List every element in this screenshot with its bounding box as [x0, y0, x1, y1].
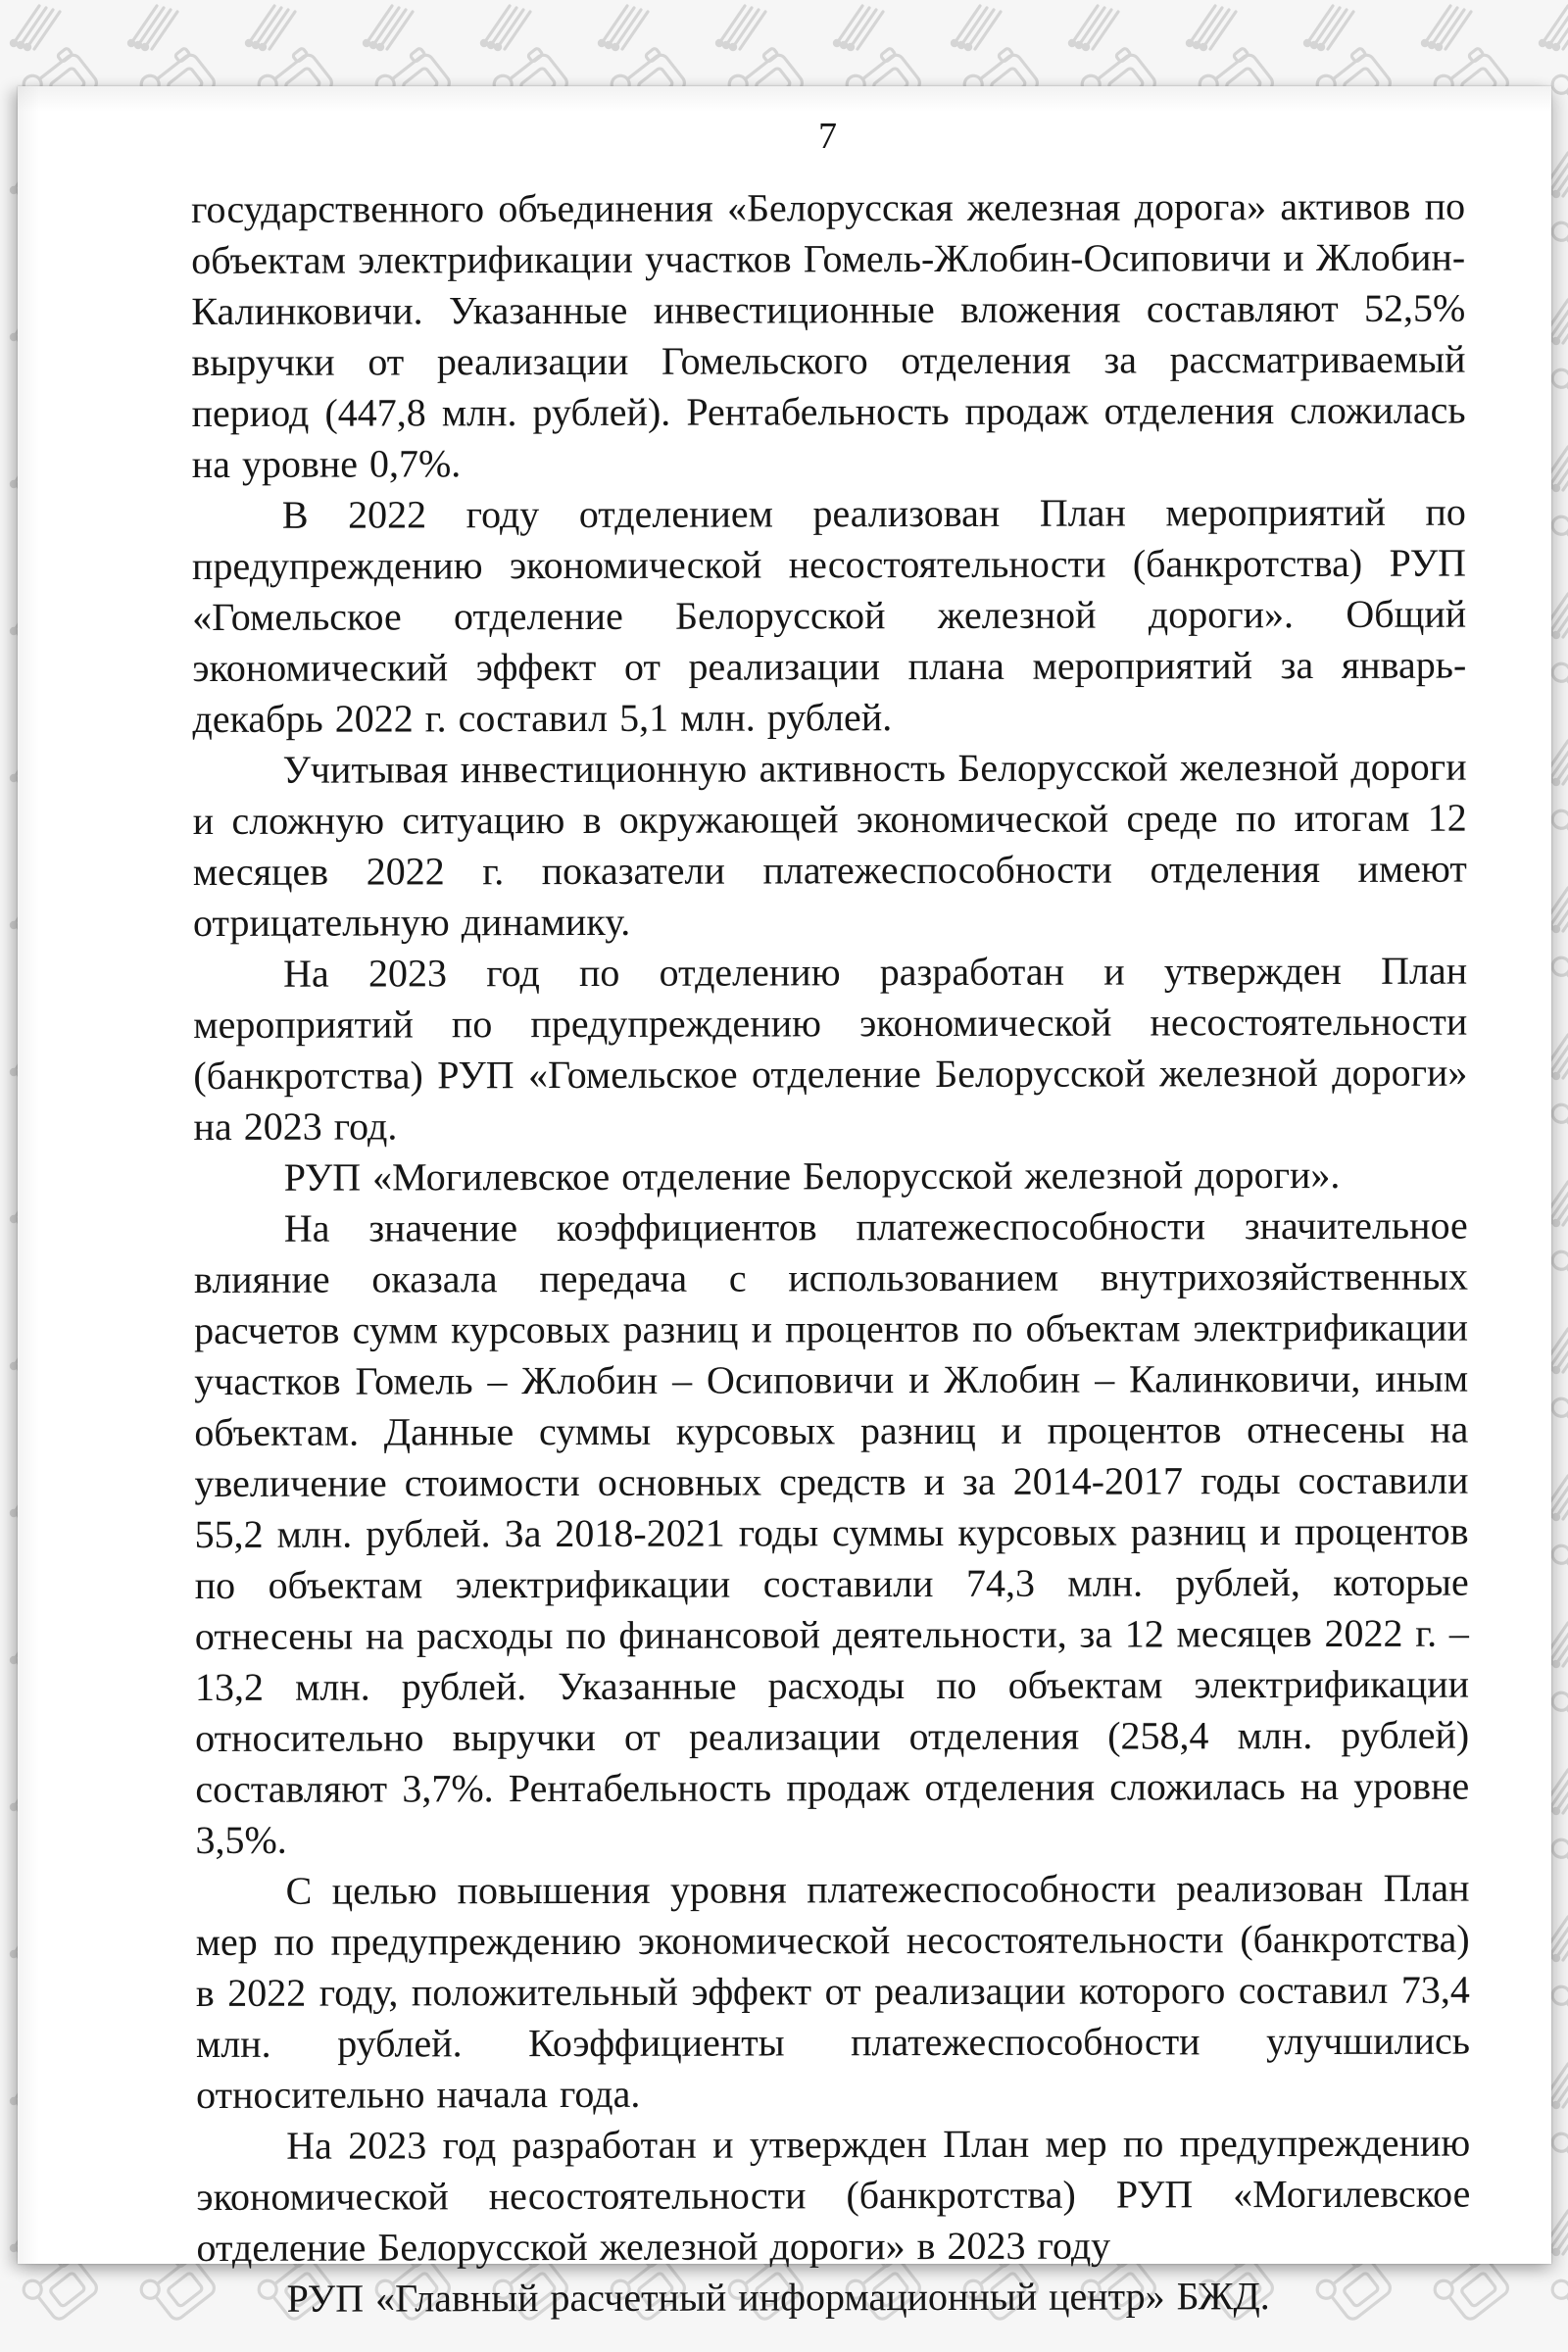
paragraph: Учитывая инвестиционную активность Белорусской железной дороги и сложную ситуацию в окружающей экономической среде по итогам 12 месяцев 2022 г. показатели платежеспособности отделения имеют отрицательную динамику. [192, 744, 1467, 945]
paragraph-continuation: государственного объединения «Белорусская железная дорога» активов по объектам электрификации участков Гомель-Жлобин-Осиповичи и Жлобин-Калинковичи. Указанные инвестиционные вложения составляют 52,5% выручки от реализации Гомельского отделения за рассматриваемый период (447,8 млн. рублей). Рентабельность продаж отделения сложилась на уровне 0,7%. [191, 183, 1466, 486]
paragraph: На значение коэффициентов платежеспособности значительное влияние оказала передача с использованием внутрихозяйственных расчетов сумм курсовых разниц и процентов по объектам электрификации участков Гомель – Жлобин – Осиповичи и Жлобин – Калинковичи, иным объектам. Данные суммы курсовых разниц и процентов отнесены на увеличение стоимости основных средств и за 2014-2017 годы составили 55,2 млн. рублей. За 2018-2021 годы суммы курсовых разниц и процентов по объектам электрификации составили 74,3 млн. рублей, которые отнесены на расходы по финансовой деятельности, за 12 месяцев 2022 г. – 13,2 млн. рублей. Указанные расходы по объектам электрификации относительно выручки от реализации отделения (258,4 млн. рублей) составляют 3,7%. Рентабельность продаж отделения сложилась на уровне 3,5%. [193, 1202, 1470, 1862]
document-page [18, 86, 1551, 2321]
paragraph: В 2022 году отделением реализован План мероприятий по предупреждению экономической несостоятельности (банкротства) РУП «Гомельское отделение Белорусской железной дороги». Общий экономический эффект от реализации плана мероприятий за январь-декабрь 2022 г. составил 5,1 млн. рублей. [191, 489, 1467, 741]
document-text [191, 181, 1471, 2325]
paragraph: РУП «Могилевское отделение Белорусской железной дороги». [283, 1152, 1341, 1200]
text-column [191, 114, 1471, 2325]
page-number: 7 [818, 116, 838, 157]
paragraph: РУП «Главный расчетный информационный центр» БЖД. [286, 2274, 1270, 2321]
paragraph: На 2023 год разработан и утвержден План мер по предупреждению экономической несостоятельности (банкротства) РУП «Могилевское отделение Белорусской железной дороги» в 2023 году [196, 2120, 1471, 2270]
paragraph: С целью повышения уровня платежеспособности реализован План мер по предупреждению экономической несостоятельности (банкротства) в 2022 году, положительный эффект от реализации которого составил 73,4 млн. рублей. Коэффициенты платежеспособности улучшились относительно начала года. [195, 1865, 1471, 2117]
paragraph: На 2023 год по отделению разработан и утвержден План мероприятий по предупреждению экономической несостоятельности (банкротства) РУП «Гомельское отделение Белорусской железной дороги» на 2023 год. [193, 948, 1468, 1149]
